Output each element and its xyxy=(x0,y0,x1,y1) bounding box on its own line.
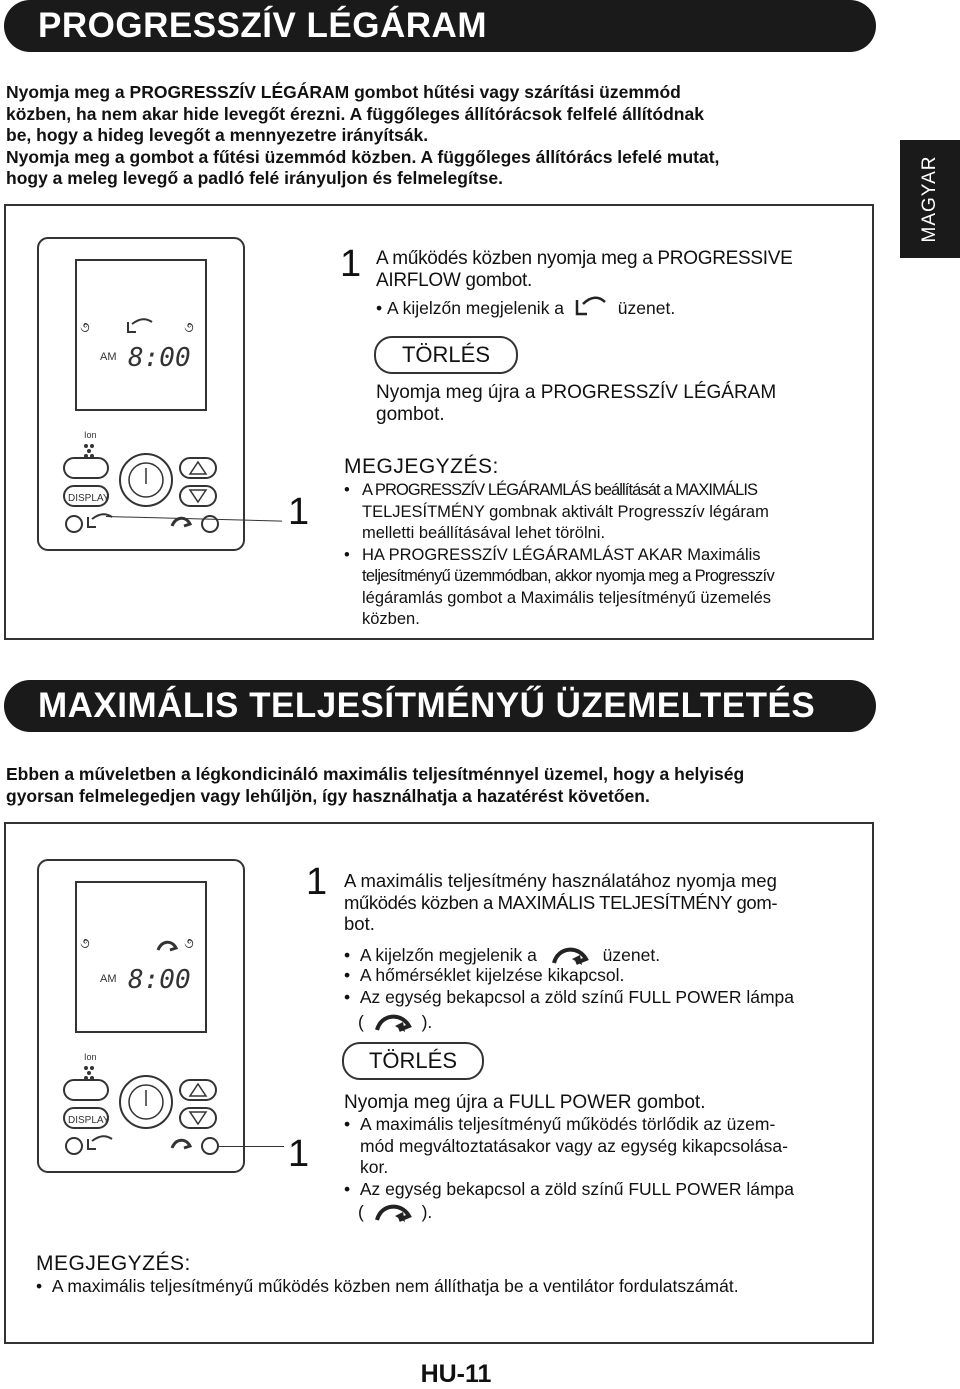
language-tab-label: MAGYAR xyxy=(919,155,940,243)
step-text xyxy=(344,870,844,935)
remote-control-illustration xyxy=(36,858,246,1174)
cancel-text-line: gombot. xyxy=(376,404,445,425)
swing-icon: ૭ xyxy=(184,935,194,951)
full-power-icon xyxy=(371,1200,415,1226)
lcd-clock: 8:00 xyxy=(128,965,191,995)
step-text-line: AIRFLOW gombot. xyxy=(376,270,532,291)
step-bullet: • A hőmérséklet kijelzése kikapcsol. xyxy=(344,965,625,985)
progressive-airflow-button[interactable] xyxy=(66,516,82,532)
note-item: • A PROGRESSZÍV LÉGÁRAMLÁS beállítását a MAXIMÁLIS TELJESÍTMÉNY gombnak aktivált Progresszív légáram melletti beállításával lehet törölni. xyxy=(344,481,769,542)
note-item: • A maximális teljesítményű működés közben nem állíthatja be a ventilátor fordulatszámát. xyxy=(36,1276,739,1296)
step-text-line: működés közben a MAXIMÁLIS TELJESÍTMÉNY gom- xyxy=(344,891,778,913)
progressive-airflow-button[interactable] xyxy=(66,1138,82,1154)
lcd-clock: 8:00 xyxy=(128,343,191,373)
intro-line: gyorsan felmelegedjen vagy lehűljön, így használhatja a hazatérést követően. xyxy=(6,785,650,806)
section2-intro xyxy=(6,764,876,807)
bullet-text: üzenet. xyxy=(617,298,676,318)
intro-line: hogy a meleg levegő a padló felé irányuljon és felmelegítse. xyxy=(6,168,503,188)
intro-line: Ebben a műveletben a légkondicináló maximális teljesítménnyel üzemel, hogy a helyiség xyxy=(6,764,745,784)
section2-title: MAXIMÁLIS TELJESÍTMÉNYŰ ÜZEMELTETÉS xyxy=(4,680,876,732)
am-indicator: AM xyxy=(100,351,117,363)
step-number: 1 xyxy=(306,861,328,903)
cancel-label: TÖRLÉS xyxy=(374,336,518,374)
full-power-button[interactable] xyxy=(202,1138,218,1154)
step-text xyxy=(376,248,792,292)
cancel-bullet: • A maximális teljesítményű működés törlődik az üzem- mód megváltoztatásakor vagy az egység kikapcsolása- kor. xyxy=(344,1114,788,1177)
ion-button[interactable] xyxy=(64,458,108,478)
section1-intro xyxy=(6,82,876,190)
full-power-icon xyxy=(371,1010,415,1036)
swing-icon: ૭ xyxy=(80,935,90,951)
section1-title: PROGRESSZÍV LÉGÁRAM xyxy=(4,0,876,52)
indicator-lamp-ref: ( ). xyxy=(358,1200,432,1226)
display-button-label: DISPLAY xyxy=(68,493,110,504)
ion-button[interactable] xyxy=(64,1080,108,1100)
cancel-label: TÖRLÉS xyxy=(342,1042,484,1080)
ion-label: Ion xyxy=(84,1052,97,1062)
remote-callout-number: 1 xyxy=(288,491,310,533)
remote-lcd xyxy=(76,260,206,410)
note-list xyxy=(344,480,844,631)
swing-icon: ૭ xyxy=(80,319,90,335)
cancel-bullet: • Az egység bekapcsol a zöld színű FULL POWER lámpa xyxy=(344,1179,794,1199)
callout-leader-line xyxy=(218,1146,284,1147)
remote-lcd xyxy=(76,882,206,1032)
intro-line: be, hogy a hideg levegőt a mennyezetre irányítsák. xyxy=(6,125,429,145)
step-text-line: A maximális teljesítmény használatához nyomja meg xyxy=(344,870,777,891)
note-heading: MEGJEGYZÉS: xyxy=(36,1252,191,1275)
step-bullet: • A kijelzőn megjelenik a üzenet. xyxy=(376,298,676,318)
language-tab xyxy=(900,140,960,258)
cancel-text: Nyomja meg újra a FULL POWER gombot. xyxy=(344,1092,706,1113)
bullet-text: A kijelzőn megjelenik a xyxy=(387,298,565,318)
note-item: • HA PROGRESSZÍV LÉGÁRAMLÁST AKAR Maximális teljesítményű üzemmódban, akkor nyomja meg a Progresszív légáramlás gombot a Maximális teljesítményű üzemelés közben. xyxy=(344,545,774,628)
page-number: HU-11 xyxy=(420,1360,492,1388)
display-button-label: DISPLAY xyxy=(68,1115,110,1126)
swing-icon: ૭ xyxy=(184,319,194,335)
step-number: 1 xyxy=(340,243,362,285)
progressive-airflow-icon xyxy=(573,296,609,320)
intro-line: közben, ha nem akar hide levegőt érezni. A függőleges állítórácsok felfelé állítódnak xyxy=(6,103,704,124)
intro-line: Nyomja meg a gombot a fűtési üzemmód közben. A függőleges állítórács lefelé mutat, xyxy=(6,146,720,167)
step-bullet: • Az egység bekapcsol a zöld színű FULL POWER lámpa xyxy=(344,987,794,1007)
step-text-line: bot. xyxy=(344,913,375,934)
cancel-text-line: Nyomja meg újra a PROGRESSZÍV LÉGÁRAM xyxy=(376,382,777,403)
indicator-lamp-ref: ( ). xyxy=(358,1010,432,1036)
intro-line: Nyomja meg a PROGRESSZÍV LÉGÁRAM gombot hűtési vagy szárítási üzemmód xyxy=(6,82,681,102)
note-heading: MEGJEGYZÉS: xyxy=(344,455,499,478)
remote-control-illustration xyxy=(36,236,246,552)
cancel-text xyxy=(376,382,776,426)
ion-label: Ion xyxy=(84,430,97,440)
remote-callout-number: 1 xyxy=(288,1133,310,1175)
step-bullet: • A kijelzőn megjelenik a üzenet. xyxy=(344,943,660,969)
step-text-line: A működés közben nyomja meg a PROGRESSIVE xyxy=(376,248,793,269)
am-indicator: AM xyxy=(100,973,117,985)
